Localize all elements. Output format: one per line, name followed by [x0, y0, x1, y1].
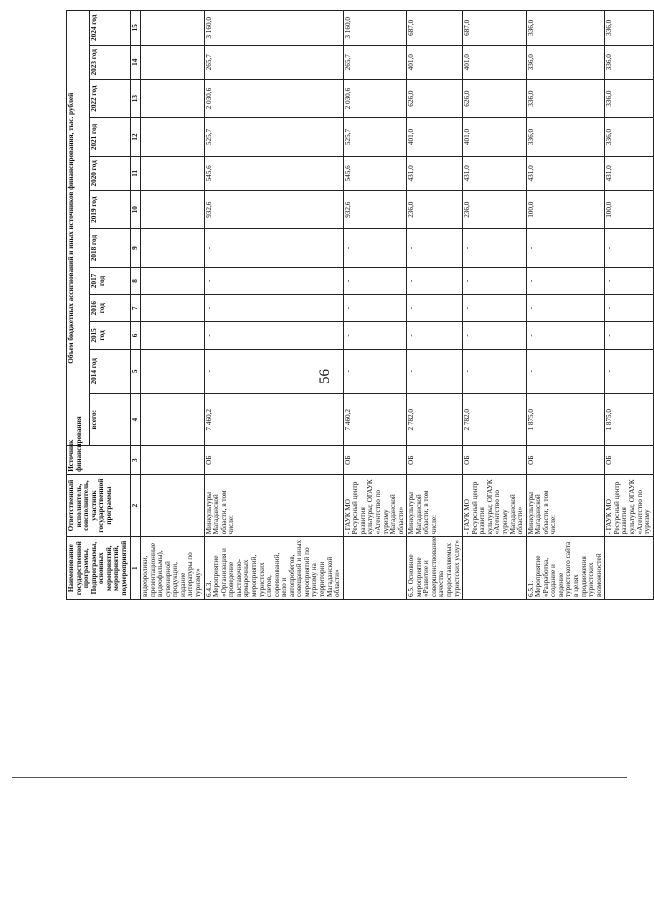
row-name-cell: [343, 537, 407, 600]
header-name: Наименование государственной программы, Подпрограммы, основных мероприятий, мероприятий, подмероприятий: [67, 537, 131, 600]
row-value-cell: -: [526, 229, 605, 267]
row-value-cell: 265,7: [343, 45, 407, 79]
row-value-cell: 2 782,0: [463, 393, 527, 446]
row-value-cell: -: [605, 322, 653, 349]
column-number-12: 12: [130, 118, 141, 156]
row-value-cell: 525,7: [343, 118, 407, 156]
row-source-cell: ОБ: [343, 446, 407, 474]
row-value-cell: 100,0: [605, 191, 653, 229]
header-year-4: 2017 год: [90, 267, 130, 294]
row-value-cell: -: [463, 267, 527, 294]
row-name-cell: 6.5. Основное мероприятие «Развитие и совершенствование качества предоставляемых туристских услуг»: [407, 537, 463, 600]
row-executor-cell: - ГАУК МО Ресурсный центр развития культуры; ОГАУК «Агентство по туризму Магаданской области»: [463, 474, 527, 537]
row-value-cell: 401,0: [463, 118, 527, 156]
row-executor-cell: Минкультуры Магаданской области, в том числе:: [407, 474, 463, 537]
row-value-cell: 336,0: [605, 118, 653, 156]
header-year-2: 2015 год: [90, 322, 130, 349]
header-year-9: 2022 год: [90, 79, 130, 117]
scan-edge-line: [12, 777, 627, 778]
row-source-cell: ОБ: [605, 446, 653, 474]
row-value-cell: -: [526, 322, 605, 349]
header-source: Источник финансирования: [67, 446, 131, 474]
column-number-4: 4: [130, 393, 141, 446]
row-value-cell: 626,0: [463, 79, 527, 117]
row-value-cell: 3 160,0: [343, 11, 407, 46]
row-value-cell: 336,0: [605, 45, 653, 79]
header-year-1: 2014 год: [90, 349, 130, 393]
row-value-cell: -: [407, 322, 463, 349]
row-name-cell: [463, 537, 527, 600]
row-value-cell: 336,0: [526, 45, 605, 79]
row-value-cell: 3 160,0: [204, 11, 343, 46]
table-row: [526, 11, 605, 600]
row-source-cell: ОБ: [407, 446, 463, 474]
row-source-cell: [141, 446, 205, 474]
column-number-8: 8: [130, 267, 141, 294]
row-source-cell: ОБ: [463, 446, 527, 474]
row-value-cell: 7 460,2: [343, 393, 407, 446]
header-year-8: 2021 год: [90, 118, 130, 156]
header-row-1: [67, 11, 90, 600]
financing-table: [66, 10, 654, 600]
row-value-cell: -: [343, 322, 407, 349]
row-value-cell: 545,6: [204, 156, 343, 190]
row-value-cell: 336,0: [605, 11, 653, 46]
rotated-sheet: [66, 10, 652, 600]
row-value-cell: [141, 79, 205, 117]
row-value-cell: 401,0: [407, 45, 463, 79]
row-name-cell: [605, 537, 653, 600]
row-value-cell: 932,6: [343, 191, 407, 229]
row-value-cell: [141, 393, 205, 446]
row-value-cell: [141, 267, 205, 294]
table-row: [343, 11, 407, 600]
row-value-cell: 1 875,0: [526, 393, 605, 446]
table-body: [141, 11, 654, 600]
header-year-11: 2024 год: [90, 11, 130, 46]
header-year-10: 2023 год: [90, 45, 130, 79]
column-number-15: 15: [130, 11, 141, 46]
row-value-cell: 431,0: [463, 156, 527, 190]
row-value-cell: -: [605, 267, 653, 294]
row-value-cell: -: [463, 295, 527, 322]
row-value-cell: -: [605, 295, 653, 322]
row-value-cell: [141, 295, 205, 322]
row-value-cell: 1 875,0: [605, 393, 653, 446]
column-number-13: 13: [130, 79, 141, 117]
row-value-cell: -: [204, 322, 343, 349]
row-value-cell: -: [526, 295, 605, 322]
row-value-cell: 626,0: [407, 79, 463, 117]
table-row: [141, 11, 205, 600]
row-value-cell: -: [204, 229, 343, 267]
column-number-7: 7: [130, 295, 141, 322]
row-value-cell: [141, 349, 205, 393]
row-name-cell: видеоролики, презентационные видеофильмы), сувенирной продукции, издание литературы по туризму»: [141, 537, 205, 600]
row-value-cell: 336,0: [605, 79, 653, 117]
row-value-cell: 336,0: [526, 79, 605, 117]
row-value-cell: -: [343, 229, 407, 267]
page-number: 56: [317, 369, 333, 384]
row-value-cell: 431,0: [407, 156, 463, 190]
row-value-cell: 2 782,0: [407, 393, 463, 446]
row-value-cell: 545,6: [343, 156, 407, 190]
row-value-cell: 687,0: [463, 11, 527, 46]
row-value-cell: -: [463, 322, 527, 349]
row-executor-cell: Минкультуры Магаданской области, в том числе:: [204, 474, 343, 537]
header-year-5: 2018 год: [90, 229, 130, 267]
row-value-cell: -: [343, 295, 407, 322]
row-value-cell: 336,0: [526, 11, 605, 46]
row-executor-cell: [141, 474, 205, 537]
column-number-3: 3: [130, 446, 141, 474]
row-value-cell: 2 030,6: [204, 79, 343, 117]
row-name-cell: 6.4.3. Мероприятие «Организация и проведение выставочно-ярмарочных мероприятий, туристских слетов, соревнований, вело и автопробегов, совещаний и иных мероприятий по туризму на территории Магаданской области»: [204, 537, 343, 600]
row-value-cell: -: [407, 267, 463, 294]
row-value-cell: 687,0: [407, 11, 463, 46]
row-value-cell: -: [526, 267, 605, 294]
header-group: Объем бюджетных ассигнований и иных источников финансирования, тыс. рублей: [67, 11, 90, 447]
column-number-11: 11: [130, 156, 141, 190]
column-number-9: 9: [130, 229, 141, 267]
row-value-cell: -: [605, 349, 653, 393]
column-number-5: 5: [130, 349, 141, 393]
column-number-2: 2: [130, 474, 141, 537]
row-value-cell: -: [526, 349, 605, 393]
header-numbers-row: [130, 11, 141, 600]
row-value-cell: 236,0: [463, 191, 527, 229]
row-value-cell: -: [463, 229, 527, 267]
row-value-cell: 431,0: [526, 156, 605, 190]
table-row: [605, 11, 653, 600]
rotated-content: [66, 10, 652, 600]
header-year-7: 2020 год: [90, 156, 130, 190]
header-executor: Ответственный исполнитель, соисполнитель, участник государственной программы: [67, 474, 131, 537]
row-value-cell: -: [407, 295, 463, 322]
row-value-cell: -: [204, 349, 343, 393]
row-value-cell: 2 030,6: [343, 79, 407, 117]
row-value-cell: 431,0: [605, 156, 653, 190]
row-value-cell: -: [407, 229, 463, 267]
row-value-cell: -: [343, 349, 407, 393]
column-number-10: 10: [130, 191, 141, 229]
column-number-14: 14: [130, 45, 141, 79]
row-value-cell: 336,0: [526, 118, 605, 156]
table-row: [463, 11, 527, 600]
row-value-cell: 7 460,2: [204, 393, 343, 446]
row-source-cell: ОБ: [526, 446, 605, 474]
header-year-3: 2016 год: [90, 295, 130, 322]
row-value-cell: -: [605, 229, 653, 267]
row-value-cell: -: [204, 295, 343, 322]
row-value-cell: [141, 118, 205, 156]
row-executor-cell: Минкультуры Магаданской области, в том числе:: [526, 474, 605, 537]
row-value-cell: 401,0: [407, 118, 463, 156]
row-value-cell: 265,7: [204, 45, 343, 79]
row-value-cell: -: [407, 349, 463, 393]
column-number-6: 6: [130, 322, 141, 349]
header-year-0: всего:: [90, 393, 130, 446]
row-value-cell: [141, 322, 205, 349]
table-row: [407, 11, 463, 600]
row-source-cell: ОБ: [204, 446, 343, 474]
row-value-cell: [141, 229, 205, 267]
header-year-6: 2019 год: [90, 191, 130, 229]
table-row: [204, 11, 343, 600]
row-name-cell: 6.5.1. Мероприятие «Разработка, создание и ведение туристского сайта в целях продвижения туристских возможностей: [526, 537, 605, 600]
row-value-cell: 100,0: [526, 191, 605, 229]
row-value-cell: 932,6: [204, 191, 343, 229]
row-value-cell: -: [204, 267, 343, 294]
row-value-cell: 525,7: [204, 118, 343, 156]
row-value-cell: -: [343, 267, 407, 294]
row-value-cell: [141, 156, 205, 190]
row-value-cell: [141, 11, 205, 46]
row-value-cell: 401,0: [463, 45, 527, 79]
row-executor-cell: - ГАУК МО Ресурсный центр развития культуры; ОГАУК «Агентство по туризму: [605, 474, 653, 537]
row-value-cell: [141, 191, 205, 229]
row-value-cell: 236,0: [407, 191, 463, 229]
row-value-cell: -: [463, 349, 527, 393]
column-number-1: 1: [130, 537, 141, 600]
row-value-cell: [141, 45, 205, 79]
row-executor-cell: - ГАУК МО Ресурсный центр развития культуры; ОГАУК «Агентство по туризму Магаданской области»: [343, 474, 407, 537]
